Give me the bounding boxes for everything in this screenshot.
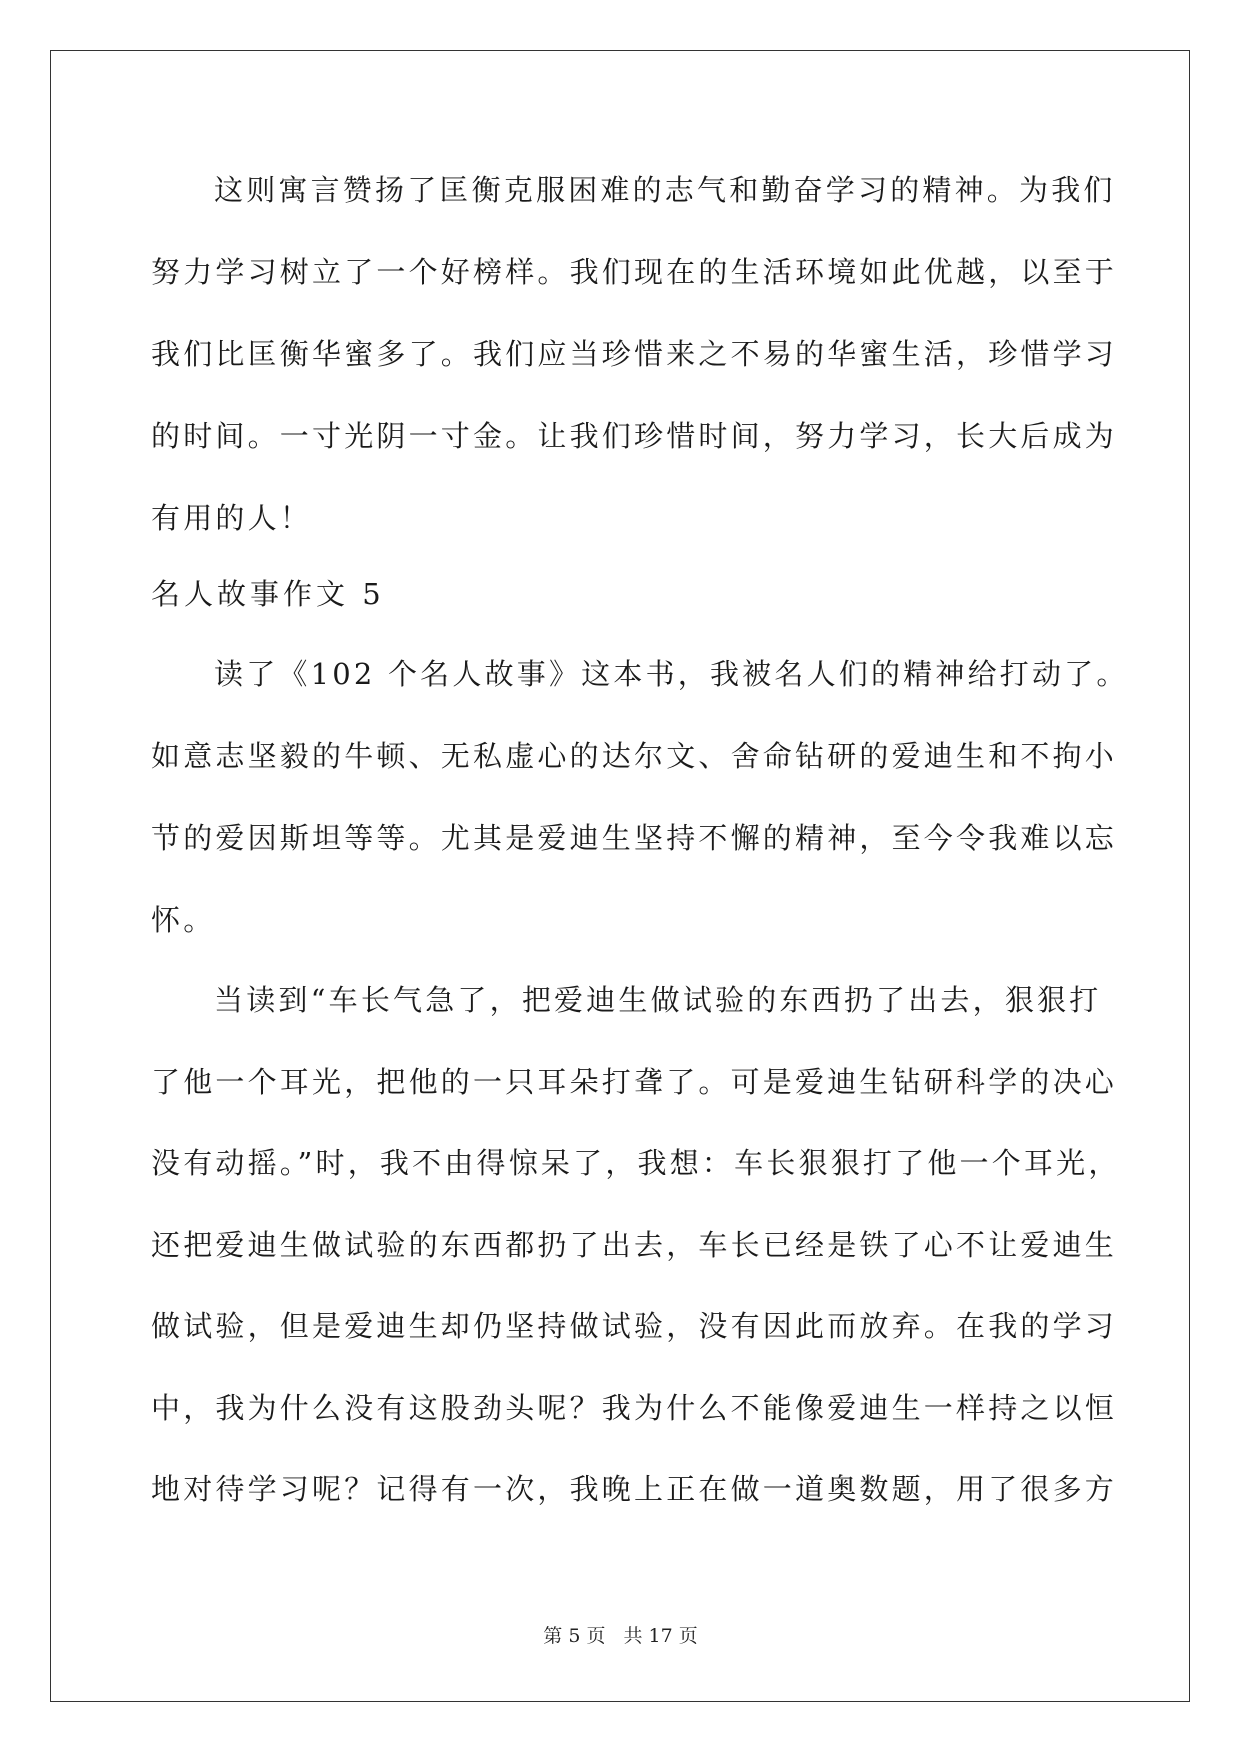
- section-heading: 名人故事作文 5: [151, 577, 385, 611]
- paragraph-2-line-4: 怀。: [151, 903, 216, 937]
- paragraph-3-line-4: 还把爱迪生做试验的东西都扔了出去，车长已经是铁了心不让爱迪生: [151, 1228, 1118, 1262]
- paragraph-2-line-2: 如意志坚毅的牛顿、无私虚心的达尔文、舍命钻研的爱迪生和不拘小: [151, 739, 1118, 773]
- paragraph-1-line-1: 这则寓言赞扬了匡衡克服困难的志气和勤奋学习的精神。为我们: [214, 173, 1116, 207]
- paragraph-1-line-2: 努力学习树立了一个好榜样。我们现在的生活环境如此优越，以至于: [151, 255, 1118, 289]
- paragraph-3-line-3: 没有动摇。”时，我不由得惊呆了，我想：车长狠狠打了他一个耳光，: [151, 1146, 1121, 1180]
- paragraph-2-line-1: 读了《102 个名人故事》这本书，我被名人们的精神给打动了。: [214, 657, 1129, 691]
- paragraph-1-line-4: 的时间。一寸光阴一寸金。让我们珍惜时间，努力学习，长大后成为: [151, 419, 1118, 453]
- page-number: 第 5 页: [543, 1625, 606, 1647]
- paragraph-2-line-3: 节的爱因斯坦等等。尤其是爱迪生坚持不懈的精神，至今令我难以忘: [151, 821, 1118, 855]
- paragraph-3-line-1: 当读到“车长气急了，把爱迪生做试验的东西扔了出去，狠狠打: [214, 983, 1102, 1017]
- page-footer: [0, 1624, 1241, 1648]
- paragraph-3-line-7: 地对待学习呢？记得有一次，我晚上正在做一道奥数题，用了很多方: [151, 1472, 1118, 1506]
- paragraph-3-line-6: 中，我为什么没有这股劲头呢？我为什么不能像爱迪生一样持之以恒: [151, 1391, 1118, 1425]
- paragraph-1-line-3: 我们比匡衡华蜜多了。我们应当珍惜来之不易的华蜜生活，珍惜学习: [151, 337, 1118, 371]
- page-border: [50, 50, 1190, 1702]
- paragraph-3-line-2: 了他一个耳光，把他的一只耳朵打聋了。可是爱迪生钻研科学的决心: [151, 1065, 1118, 1099]
- total-pages: 共 17 页: [623, 1625, 698, 1647]
- paragraph-3-line-5: 做试验，但是爱迪生却仍坚持做试验，没有因此而放弃。在我的学习: [151, 1309, 1118, 1343]
- paragraph-1-line-5: 有用的人！: [151, 501, 313, 535]
